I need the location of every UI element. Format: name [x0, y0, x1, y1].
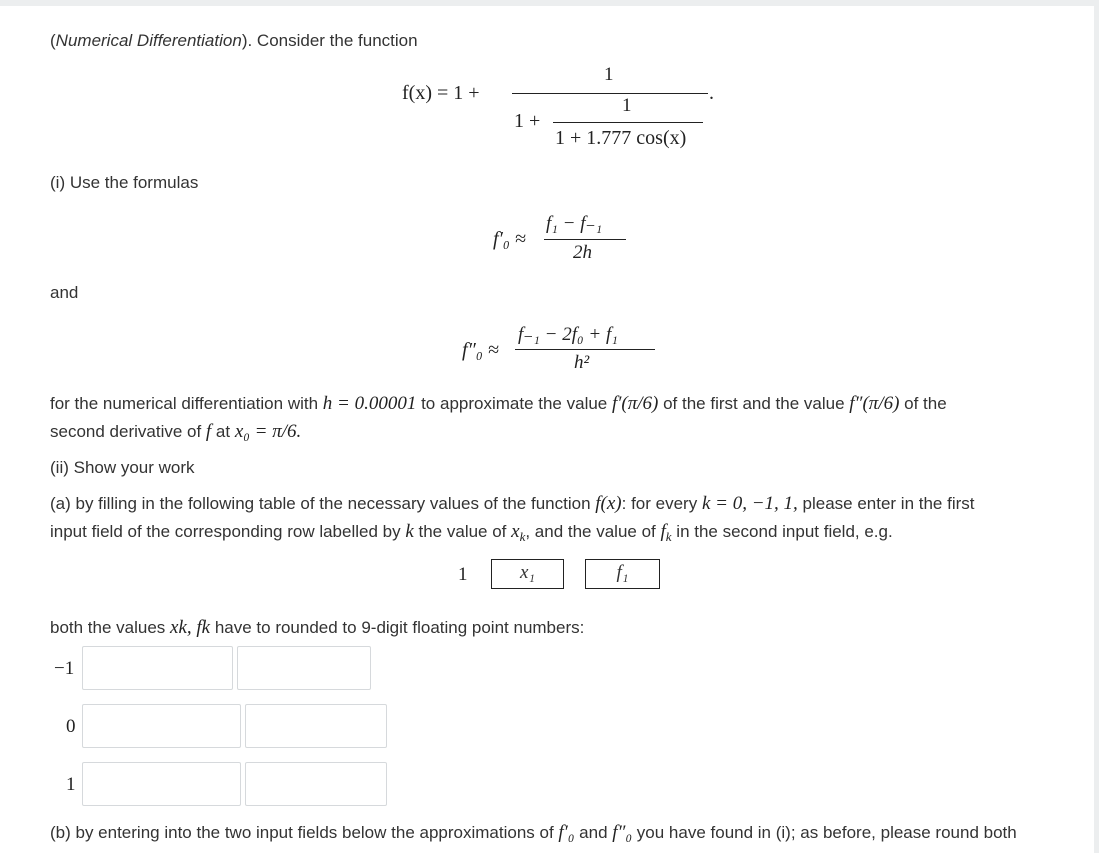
formula-f-outer-bar	[512, 93, 708, 94]
second-deriv-lhs: f″₀ ≈	[462, 339, 499, 361]
formula-f-inner-bar	[553, 122, 703, 123]
formula-f-outer-num: 1	[604, 64, 614, 85]
row-k-label: 1	[66, 774, 76, 795]
question-card	[0, 6, 1094, 853]
x-input-row-minus1[interactable]	[82, 646, 233, 690]
example-f-box: f₁	[585, 559, 660, 589]
rounding-paragraph: both the values xk, fk have to rounded to 9-digit floating point numbers:	[50, 617, 585, 638]
intro-text: ). Consider the function	[241, 31, 418, 50]
intro-paragraph: (Numerical Differentiation). Consider the function	[50, 31, 418, 50]
part-b-paragraph: (b) by entering into the two input fields below the approximations of f′₀ and f″₀ you have found in (i); as before, please round both	[50, 822, 1017, 843]
x0-value: x₀ = π/6.	[234, 421, 302, 442]
first-deriv-target: f′(π/6)	[611, 393, 659, 414]
part-ii-label: (ii) Show your work	[50, 458, 195, 477]
f-input-row-minus1[interactable]	[237, 646, 371, 690]
row-k-label: 0	[66, 716, 76, 737]
first-deriv-num: f₁ − f₋₁	[546, 213, 603, 234]
first-deriv-bar	[544, 239, 626, 240]
second-deriv-den: h²	[574, 352, 590, 373]
formula-f-lhs: f(x) = 1 +	[402, 82, 480, 104]
second-deriv-num: f₋₁ − 2f₀ + f₁	[518, 324, 618, 345]
f-input-row-1[interactable]	[245, 762, 387, 806]
row-k-label: −1	[54, 658, 75, 679]
and-text: and	[50, 283, 79, 302]
x-input-row-1[interactable]	[82, 762, 241, 806]
first-deriv-den: 2h	[573, 242, 592, 263]
formula-f-inner-prefix: 1 +	[514, 110, 541, 132]
formula-f-inner-den: 1 + 1.777 cos(x)	[555, 127, 687, 149]
formula-f-period: .	[709, 82, 714, 104]
second-deriv-bar	[515, 349, 655, 350]
part-a-paragraph: (a) by filling in the following table of the necessary values of the function f(x): for every k = 0, −1, 1, please enter in the first input field of the corresponding row labelled by k the value of $x_k$, and the value of $f_k$ in the second input field, e.g.	[50, 493, 975, 544]
example-x-box: x₁	[491, 559, 564, 589]
part-i-label: (i) Use the formulas	[50, 173, 199, 192]
x-input-row-0[interactable]	[82, 704, 241, 748]
f-input-row-0[interactable]	[245, 704, 387, 748]
formula-f-inner-num: 1	[622, 95, 632, 116]
topic-title: Numerical Differentiation	[55, 31, 242, 50]
description-paragraph: for the numerical differentiation with h = 0.00001 to approximate the value f′(π/6) of the first and the value f″(π/6) of the second derivative of f at x₀ = π/6.	[50, 393, 947, 442]
first-deriv-lhs: f′₀ ≈	[493, 228, 526, 250]
second-deriv-target: f″(π/6)	[849, 393, 900, 414]
h-value: h = 0.00001	[322, 393, 417, 414]
example-k: 1	[458, 564, 468, 585]
